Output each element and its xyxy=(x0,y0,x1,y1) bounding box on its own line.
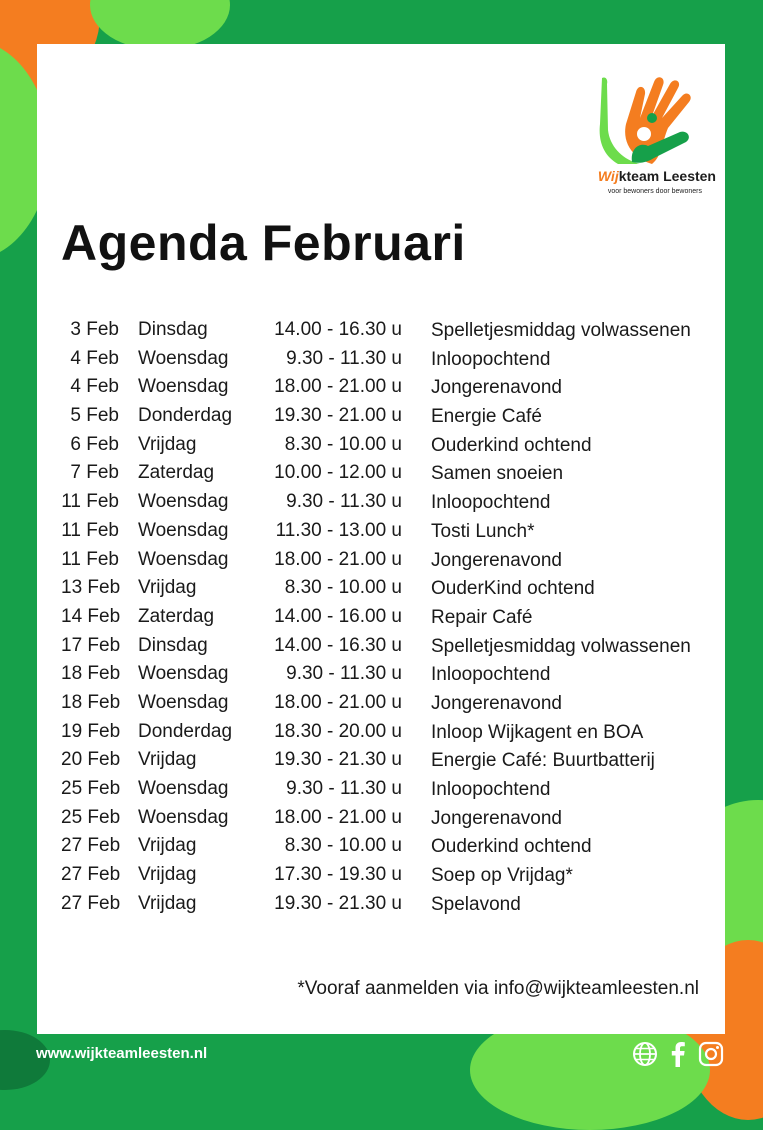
agenda-date: 5 Feb xyxy=(70,405,119,427)
agenda-time: 14.00 - 16.30 u xyxy=(274,319,402,340)
agenda-row xyxy=(61,319,725,348)
agenda-row xyxy=(61,778,725,807)
agenda-day: Woensdag xyxy=(138,519,229,541)
logo-tagline: voor bewoners door bewoners xyxy=(607,188,702,195)
agenda-date: 18 Feb xyxy=(61,663,121,685)
agenda-row xyxy=(61,807,725,836)
agenda-day: Donderdag xyxy=(138,405,233,427)
agenda-row xyxy=(61,692,725,721)
agenda-time: 14.00 - 16.00 u xyxy=(274,605,402,627)
agenda-row xyxy=(61,491,725,520)
agenda-time: 8.30 - 10.00 u xyxy=(284,835,402,857)
agenda-day: Woensdag xyxy=(138,778,229,799)
logo-title: Wijkteam Leesten xyxy=(597,168,716,184)
agenda-event: OuderKind ochtend xyxy=(431,578,595,600)
globe-icon[interactable] xyxy=(631,1040,659,1068)
agenda-event: Jongerenavond xyxy=(431,549,562,571)
agenda-date: 19 Feb xyxy=(61,720,121,742)
agenda-row xyxy=(61,635,725,664)
agenda-time: 11.30 - 13.00 u xyxy=(275,519,402,541)
agenda-time: 8.30 - 10.00 u xyxy=(284,577,402,599)
agenda-date: 11 Feb xyxy=(61,491,119,513)
agenda-row xyxy=(61,864,725,893)
agenda-date: 7 Feb xyxy=(70,462,119,484)
agenda-row xyxy=(61,893,725,922)
agenda-date: 25 Feb xyxy=(61,806,121,828)
agenda-row xyxy=(61,348,725,377)
agenda-time: 14.00 - 16.30 u xyxy=(274,634,402,656)
agenda-time: 18.30 - 20.00 u xyxy=(274,720,402,742)
agenda-date: 6 Feb xyxy=(70,433,119,455)
agenda-row xyxy=(61,577,725,606)
agenda-day: Donderdag xyxy=(138,720,233,742)
agenda-event: Spelletjesmiddag volwassenen xyxy=(431,320,691,341)
agenda-date: 11 Feb xyxy=(61,519,119,541)
agenda-day: Zaterdag xyxy=(138,605,215,627)
page-title: Agenda Februari xyxy=(61,215,466,271)
agenda-event: Inloopochtend xyxy=(431,492,551,514)
agenda-time: 9.30 - 11.30 u xyxy=(286,347,402,369)
agenda-row xyxy=(61,835,725,864)
agenda-day: Woensdag xyxy=(138,806,229,828)
agenda-day: Woensdag xyxy=(138,548,229,570)
agenda-event: Ouderkind ochtend xyxy=(431,434,592,456)
agenda-day: Vrijdag xyxy=(138,577,197,599)
agenda-day: Vrijdag xyxy=(138,835,197,857)
agenda-day: Vrijdag xyxy=(138,892,197,914)
agenda-date: 17 Feb xyxy=(61,634,121,656)
agenda-event: Jongerenavond xyxy=(431,807,562,829)
agenda-event: Inloop Wijkagent en BOA xyxy=(431,721,644,743)
agenda-time: 19.30 - 21.00 u xyxy=(274,405,402,427)
agenda-row xyxy=(61,606,725,635)
agenda-event: Inloopochtend xyxy=(431,779,551,800)
agenda-event: Inloopochtend xyxy=(431,664,551,686)
agenda-event: Tosti Lunch* xyxy=(431,520,535,542)
registration-note: *Vooraf aanmelden via info@wijkteamleesten.nl xyxy=(297,978,699,999)
wijkteam-logo xyxy=(584,72,716,202)
agenda-day: Woensdag xyxy=(138,491,229,513)
agenda-date: 14 Feb xyxy=(61,605,121,627)
instagram-icon[interactable] xyxy=(697,1040,725,1068)
agenda-row xyxy=(61,749,725,778)
agenda-day: Vrijdag xyxy=(138,433,197,455)
agenda-date: 20 Feb xyxy=(61,749,121,771)
agenda-event: Ouderkind ochtend xyxy=(431,836,592,858)
agenda-event: Soep op Vrijdag* xyxy=(431,865,573,887)
agenda-time: 8.30 - 10.00 u xyxy=(284,433,402,455)
agenda-row xyxy=(61,520,725,549)
agenda-time: 9.30 - 11.30 u xyxy=(286,778,402,799)
agenda-list xyxy=(61,319,725,921)
agenda-day: Vrijdag xyxy=(138,749,197,771)
agenda-date: 25 Feb xyxy=(61,778,121,799)
agenda-event: Jongerenavond xyxy=(431,377,562,399)
agenda-event: Jongerenavond xyxy=(431,692,562,714)
facebook-icon[interactable] xyxy=(664,1040,692,1068)
agenda-event: Spelavond xyxy=(431,893,521,915)
agenda-event: Inloopochtend xyxy=(431,348,551,370)
agenda-day: Woensdag xyxy=(138,691,229,713)
agenda-time: 19.30 - 21.30 u xyxy=(274,749,402,771)
agenda-date: 3 Feb xyxy=(70,319,119,340)
agenda-date: 11 Feb xyxy=(61,548,119,570)
agenda-date: 4 Feb xyxy=(70,347,119,369)
agenda-row xyxy=(61,376,725,405)
agenda-row xyxy=(61,434,725,463)
agenda-date: 18 Feb xyxy=(61,691,121,713)
agenda-time: 18.00 - 21.00 u xyxy=(274,806,402,828)
agenda-day: Dinsdag xyxy=(138,634,208,656)
agenda-date: 27 Feb xyxy=(61,864,121,886)
agenda-event: Samen snoeien xyxy=(431,463,564,485)
agenda-time: 17.30 - 19.30 u xyxy=(274,864,402,886)
agenda-day: Woensdag xyxy=(138,663,229,685)
agenda-day: Zaterdag xyxy=(138,462,215,484)
agenda-day: Woensdag xyxy=(138,376,229,398)
agenda-row xyxy=(61,549,725,578)
hand-logo-icon xyxy=(592,72,702,168)
agenda-date: 4 Feb xyxy=(70,376,119,398)
agenda-event: Repair Café xyxy=(431,606,533,628)
agenda-time: 18.00 - 21.00 u xyxy=(274,691,402,713)
agenda-row xyxy=(61,405,725,434)
agenda-time: 10.00 - 12.00 u xyxy=(274,462,402,484)
agenda-date: 27 Feb xyxy=(61,835,121,857)
agenda-time: 18.00 - 21.00 u xyxy=(274,376,402,398)
agenda-time: 9.30 - 11.30 u xyxy=(286,491,402,513)
agenda-time: 18.00 - 21.00 u xyxy=(274,548,402,570)
agenda-date: 13 Feb xyxy=(61,577,121,599)
agenda-event: Energie Café: Buurtbatterij xyxy=(431,750,655,772)
decorative-shape xyxy=(90,0,230,50)
agenda-event: Spelletjesmiddag volwassenen xyxy=(431,635,691,657)
agenda-row xyxy=(61,663,725,692)
agenda-row xyxy=(61,462,725,491)
agenda-time: 19.30 - 21.30 u xyxy=(274,892,402,914)
agenda-day: Dinsdag xyxy=(138,319,208,340)
agenda-day: Vrijdag xyxy=(138,864,197,886)
agenda-date: 27 Feb xyxy=(61,892,121,914)
agenda-event: Energie Café xyxy=(431,406,542,428)
agenda-row xyxy=(61,721,725,750)
agenda-time: 9.30 - 11.30 u xyxy=(286,663,402,685)
poster-card xyxy=(37,44,725,1034)
agenda-day: Woensdag xyxy=(138,347,229,369)
website-link[interactable]: www.wijkteamleesten.nl xyxy=(36,1045,208,1062)
